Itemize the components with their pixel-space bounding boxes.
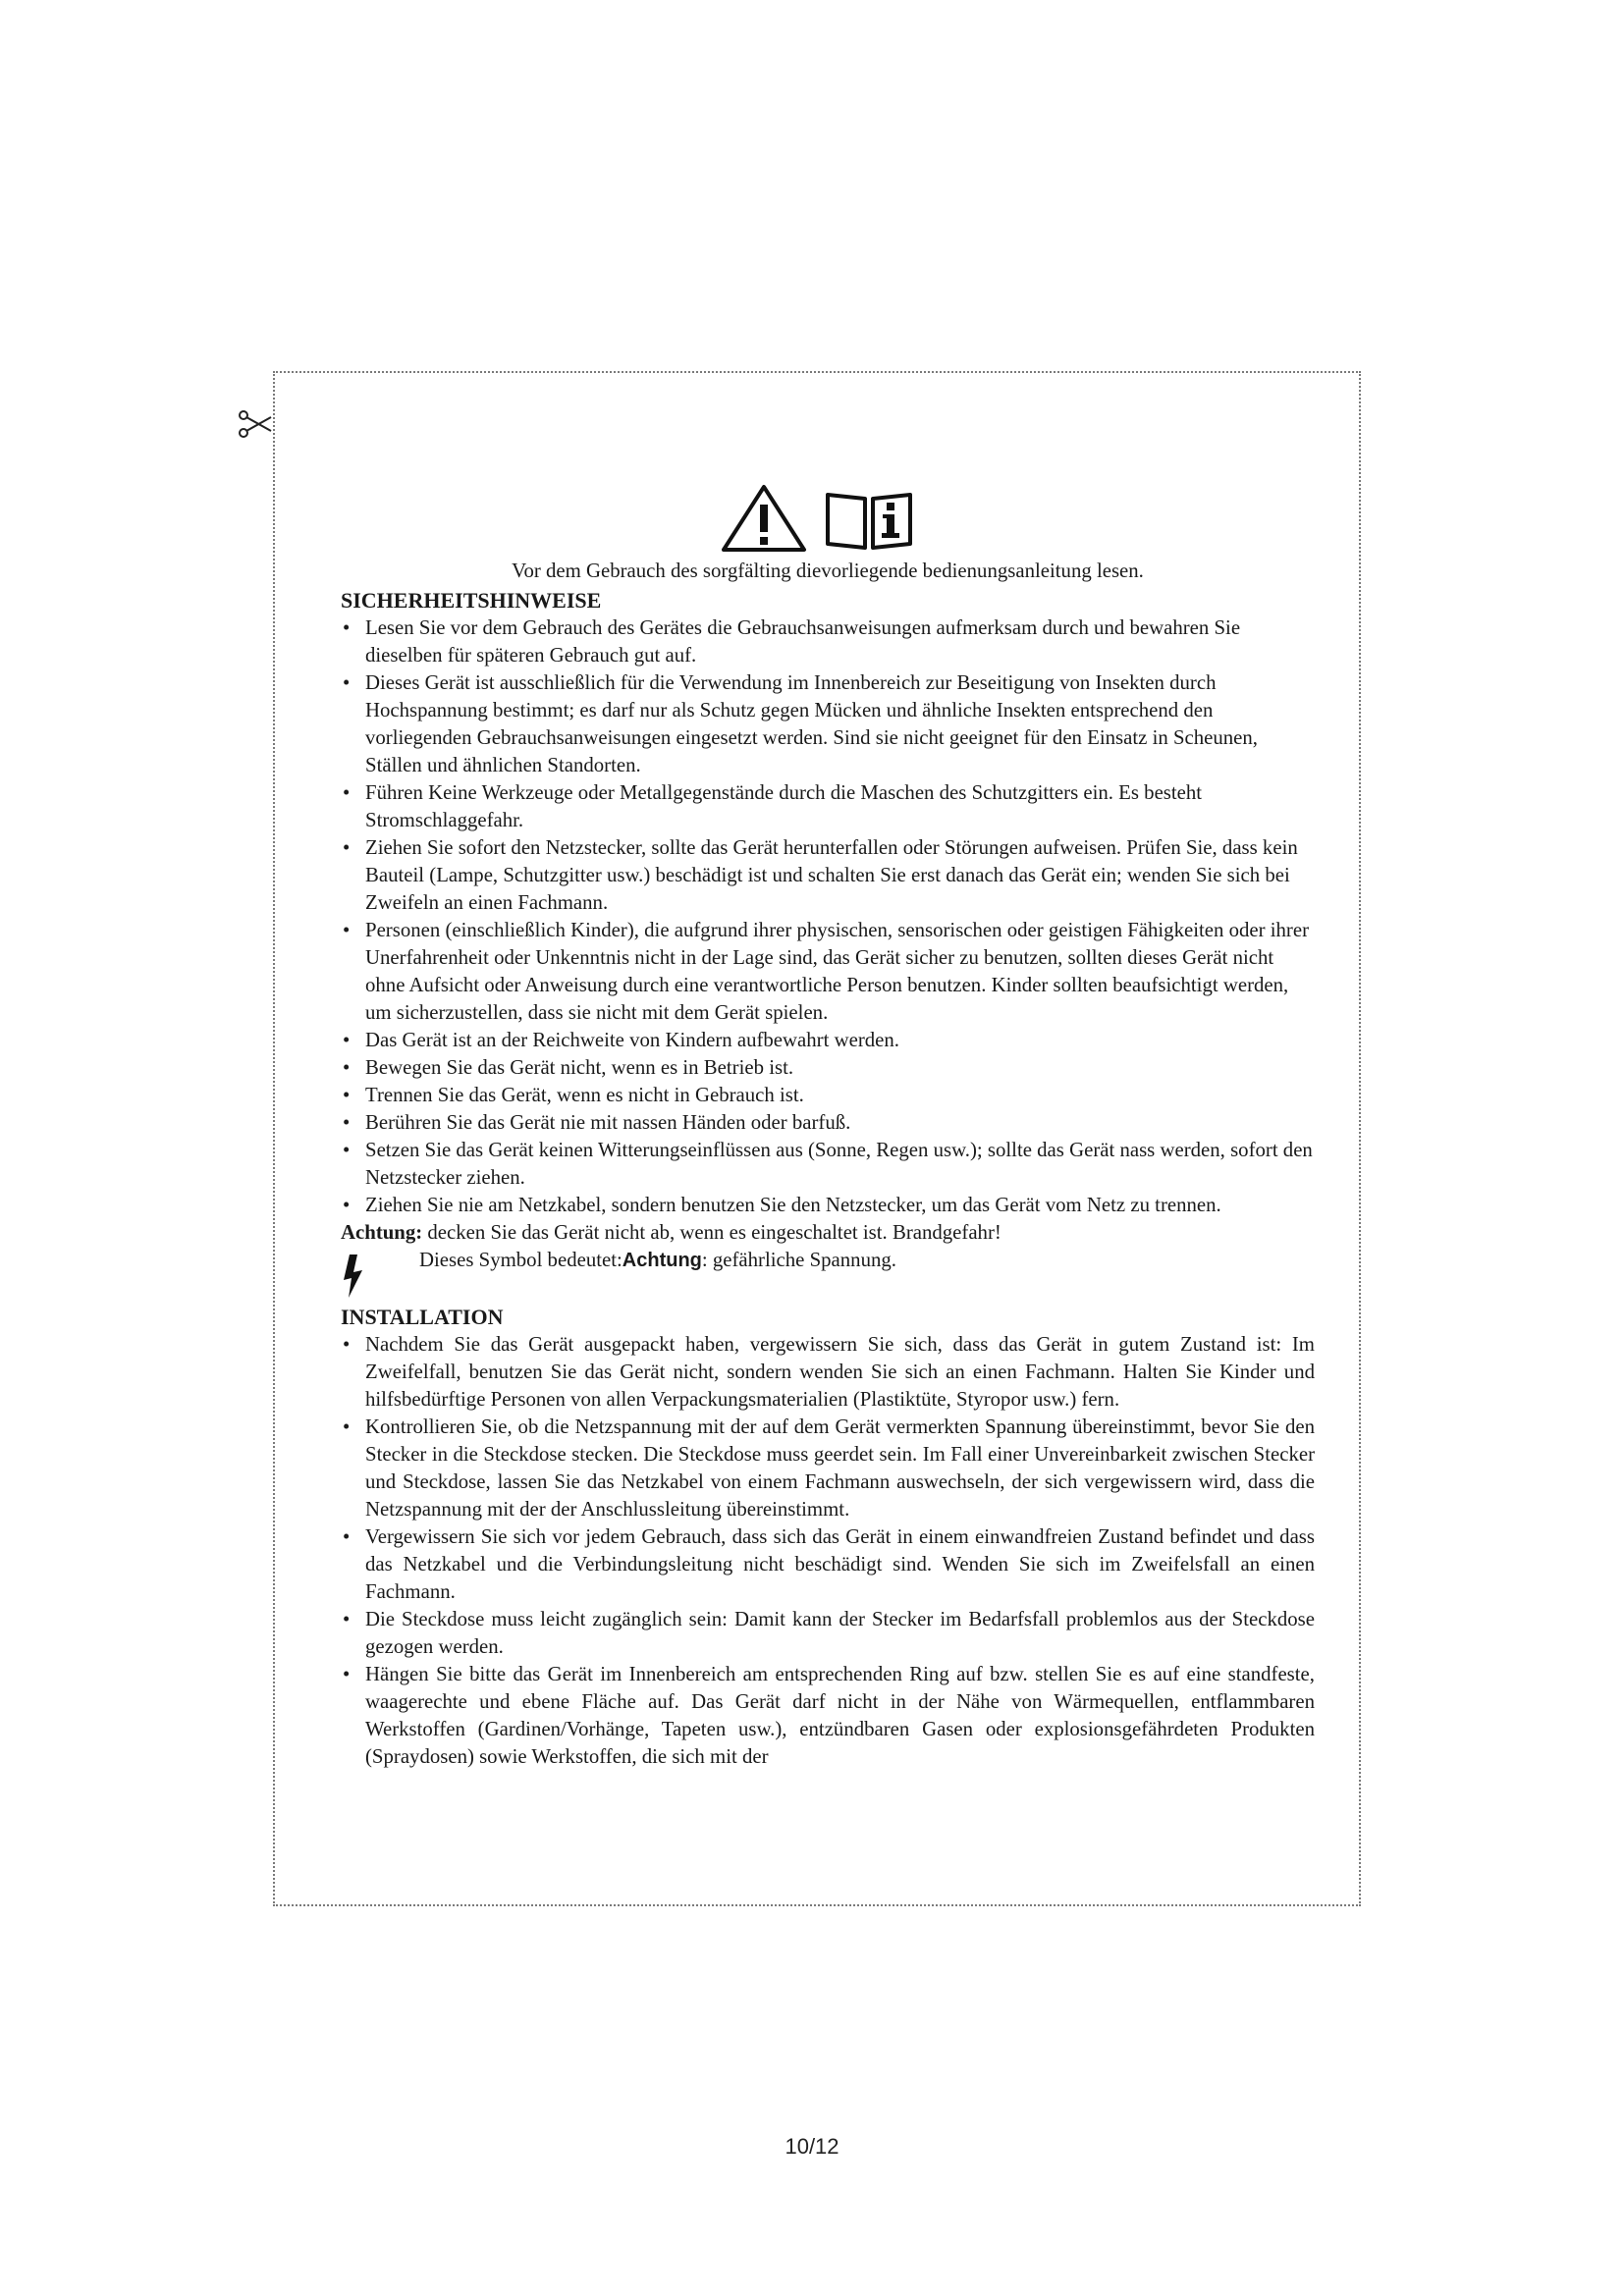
- installation-list: [341, 1331, 1315, 1771]
- installation-heading: INSTALLATION: [341, 1305, 504, 1329]
- achtung-warning: [341, 1219, 1315, 1247]
- safety-list: [341, 614, 1315, 1219]
- list-item: • Ziehen Sie sofort den Netzstecker, sollte das Gerät herunterfallen oder Störungen aufweisen. Prüfen Sie, dass kein Bauteil (Lampe, Schutzgitter usw.) beschädigt ist und schalten Sie erst danach das Gerät ein; wenden Sie sich bei Zweifeln an einen Fachmann.: [341, 834, 1315, 917]
- list-item: • Bewegen Sie das Gerät nicht, wenn es in Betrieb ist.: [341, 1054, 1315, 1082]
- list-item: • Nachdem Sie das Gerät ausgepackt haben, vergewissern Sie sich, dass das Gerät in gutem Zustand ist: Im Zweifelfall, benutzen Sie das Gerät nicht, sondern wenden Sie sich an einen Fachmann. Halten Sie Kinder und hilfsbedürftige Personen von allen Verpackungsmaterialien (Plastiktüte, Styropor usw.) fern.: [341, 1331, 1315, 1414]
- list-item: • Dieses Gerät ist ausschließlich für die Verwendung im Innenbereich zur Beseitigung von Insekten durch Hochspannung bestimmt; es darf nur als Schutz gegen Mücken und ähnliche Insekten entsprechend den vorliegenden Gebrauchsanweisungen eingesetzt werden. Sind sie nicht geeignet für den Einsatz in Scheunen, Ställen und ähnlichen Standorten.: [341, 669, 1315, 779]
- read-manual-icon: [822, 489, 916, 552]
- list-item: • Trennen Sie das Gerät, wenn es nicht in Gebrauch ist.: [341, 1082, 1315, 1109]
- achtung-label: Achtung:: [341, 1221, 423, 1244]
- symbol-text-suffix: : gefährliche Spannung.: [701, 1249, 896, 1271]
- list-item: • Hängen Sie bitte das Gerät im Innenbereich am entsprechenden Ring auf bzw. stellen Sie es auf eine standfeste, waagerechte und ebene Fläche auf. Das Gerät darf nicht in der Nähe von Wärmequellen, entflammbaren Werkstoffen (Gardinen/Vorhänge, Tapeten usw.), entzündbaren Gasen oder explosionsgefährdeten Produkten (Spraydosen) sowie Werkstoffen, die sich mit der: [341, 1661, 1315, 1771]
- list-item: • Das Gerät ist an der Reichweite von Kindern aufbewahrt werden.: [341, 1027, 1315, 1054]
- symbol-text-label: Achtung: [622, 1250, 702, 1271]
- list-item: • Die Steckdose muss leicht zugänglich sein: Damit kann der Stecker im Bedarfsfall problemlos aus der Steckdose gezogen werden.: [341, 1606, 1315, 1661]
- list-item: • Führen Keine Werkzeuge oder Metallgegenstände durch die Maschen des Schutzgitters ein. Es besteht Stromschlaggefahr.: [341, 779, 1315, 834]
- scissors-icon: [236, 404, 275, 444]
- document-body: [341, 558, 1315, 1771]
- list-item: • Berühren Sie das Gerät nie mit nassen Händen oder barfuß.: [341, 1109, 1315, 1137]
- list-item: • Personen (einschließlich Kinder), die aufgrund ihrer physischen, sensorischen oder geistigen Fähigkeiten oder ihrer Unerfahrenheit oder Unkenntnis nicht in der Lage sind, das Gerät sicher zu benutzen, sollten dieses Gerät nicht ohne Aufsicht oder Anweisung durch eine verantwortliche Person benutzen. Kinder sollten beaufsichtigt werden, um sicherzustellen, dass sie nicht mit dem Gerät spielen.: [341, 917, 1315, 1027]
- high-voltage-bolt-icon: [341, 1253, 366, 1300]
- header-icons: [720, 483, 916, 554]
- voltage-symbol-row: [341, 1247, 1315, 1302]
- list-item: • Lesen Sie vor dem Gebrauch des Gerätes die Gebrauchsanweisungen aufmerksam durch und bewahren Sie dieselben für späteren Gebrauch gut auf.: [341, 614, 1315, 669]
- list-item: • Vergewissern Sie sich vor jedem Gebrauch, dass sich das Gerät in einem einwandfreien Zustand befindet und dass das Netzkabel und die Verbindungsleitung nicht beschädigt sind. Wenden Sie sich im Zweifelsfall an einen Fachmann.: [341, 1523, 1315, 1606]
- safety-heading: SICHERHEITSHINWEISE: [341, 588, 602, 613]
- list-item: • Setzen Sie das Gerät keinen Witterungseinflüssen aus (Sonne, Regen usw.); sollte das Gerät nass werden, sofort den Netzstecker ziehen.: [341, 1137, 1315, 1192]
- achtung-text: decken Sie das Gerät nicht ab, wenn es eingeschaltet ist. Brandgefahr!: [422, 1221, 1001, 1244]
- list-item: • Kontrollieren Sie, ob die Netzspannung mit der auf dem Gerät vermerkten Spannung übereinstimmt, bevor Sie den Stecker in die Steckdose stecken. Die Steckdose muss geerdet sein. Im Fall einer Unvereinbarkeit zwischen Stecker und Steckdose, lassen Sie das Netzkabel von einem Fachmann auswechseln, der sich vergewissern wird, dass die Netzspannung mit der der Anschlussleitung übereinstimmt.: [341, 1414, 1315, 1523]
- intro-text: Vor dem Gebrauch des sorgfälting dievorliegende bedienungsanleitung lesen.: [512, 560, 1144, 582]
- voltage-symbol-text: [419, 1247, 896, 1274]
- list-item: • Ziehen Sie nie am Netzkabel, sondern benutzen Sie den Netzstecker, um das Gerät vom Netz zu trennen.: [341, 1192, 1315, 1219]
- symbol-text-prefix: Dieses Symbol bedeutet:: [419, 1249, 623, 1271]
- page-number: 10/12: [785, 2134, 839, 2159]
- warning-triangle-icon: [720, 483, 808, 554]
